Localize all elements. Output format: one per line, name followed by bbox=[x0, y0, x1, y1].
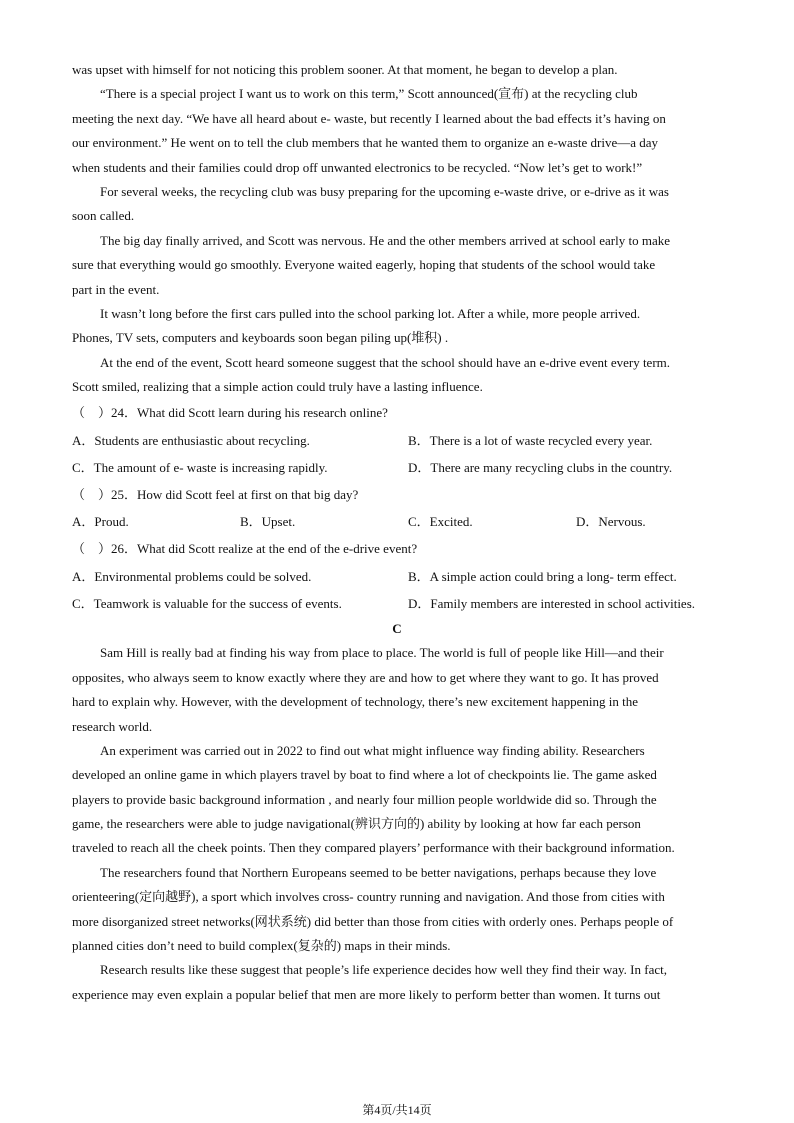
option-b: B．A simple action could bring a long- term effect. bbox=[408, 568, 677, 584]
page-footer: 第4页/共14页 bbox=[362, 1103, 432, 1117]
option-c: C．The amount of e- waste is increasing rapidly. bbox=[72, 459, 328, 475]
paragraph-line: hard to explain why. However, with the development of technology, there’s new excitement happening in the bbox=[72, 694, 639, 710]
paragraph-line: planned cities don’t need to build complex(复杂的) maps in their minds. bbox=[72, 938, 451, 954]
question-24-options bbox=[72, 454, 722, 481]
question-26-stem: （ ）26．What did Scott realize at the end of the e-drive event? bbox=[72, 541, 418, 557]
paragraph-line: opposites, who always seem to know exactly where they are and how to get where they want to go. It has proved bbox=[72, 669, 659, 685]
option-b: B．There is a lot of waste recycled every year. bbox=[408, 432, 653, 448]
paragraph-line: developed an online game in which players travel by boat to find where a lot of checkpoints lie. The game asked bbox=[72, 767, 657, 783]
paragraph-line: players to provide basic background information , and nearly four million people worldwide did so. Through the bbox=[72, 791, 657, 807]
option-a: A．Environmental problems could be solved. bbox=[72, 568, 312, 584]
question-25-stem: （ ）25．How did Scott feel at first on that big day? bbox=[72, 487, 359, 503]
option-b: B．Upset. bbox=[240, 514, 296, 530]
paragraph-line: orienteering(定向越野), a sport which involves cross- country running and navigation. And those from cities with bbox=[72, 889, 665, 905]
paragraph-line: more disorganized street networks(网状系统) did better than those from cities with orderly ones. Perhaps people of bbox=[72, 913, 674, 929]
paragraph-line: soon called. bbox=[72, 208, 135, 224]
option-d: D．Nervous. bbox=[576, 514, 646, 530]
paragraph-line: “There is a special project I want us to work on this term,” Scott announced(宣布) at the recycling club bbox=[100, 86, 638, 102]
section-c-heading: C bbox=[392, 620, 402, 636]
paragraph-line: At the end of the event, Scott heard someone suggest that the school should have an e-drive event every term. bbox=[100, 354, 671, 370]
paragraph-line: our environment.” He went on to tell the club members that he wanted them to organize an e-waste drive—a day bbox=[72, 135, 659, 151]
paragraph-line: The big day finally arrived, and Scott was nervous. He and the other members arrived at school early to make bbox=[100, 232, 671, 248]
question-24-options bbox=[72, 427, 722, 454]
paragraph-line: Phones, TV sets, computers and keyboards soon began piling up(堆积) . bbox=[72, 330, 449, 346]
question-26-options bbox=[72, 563, 722, 590]
paragraph-line: game, the researchers were able to judge navigational(辨识方向的) ability by looking at how far each person bbox=[72, 816, 641, 832]
question-26-options bbox=[72, 590, 722, 617]
paragraph-line: was upset with himself for not noticing this problem sooner. At that moment, he began to develop a plan. bbox=[72, 62, 618, 77]
question-24-stem: （ ）24．What did Scott learn during his research online? bbox=[72, 405, 388, 421]
document-page bbox=[72, 58, 722, 1007]
option-a: A．Proud. bbox=[72, 514, 129, 530]
paragraph-line: It wasn’t long before the first cars pulled into the school parking lot. After a while, more people arrived. bbox=[100, 305, 641, 321]
paragraph-line: research world. bbox=[72, 718, 153, 734]
paragraph-line: Sam Hill is really bad at finding his way from place to place. The world is full of people like Hill—and their bbox=[100, 645, 664, 661]
option-d: D．There are many recycling clubs in the country. bbox=[408, 459, 673, 475]
option-d: D．Family members are interested in school activities. bbox=[408, 595, 696, 611]
paragraph-line: The researchers found that Northern Europeans seemed to be better navigations, perhaps because they love bbox=[100, 864, 657, 880]
paragraph-line: when students and their families could drop off unwanted electronics to be recycled. “Now let’s get to work!” bbox=[72, 159, 643, 175]
paragraph-line: Research results like these suggest that people’s life experience decides how well they find their way. In fact, bbox=[100, 962, 667, 978]
question-25-options bbox=[72, 508, 722, 535]
paragraph-line: For several weeks, the recycling club was busy preparing for the upcoming e-waste drive, or e-drive as it was bbox=[100, 183, 669, 199]
paragraph-line: Scott smiled, realizing that a simple action could truly have a lasting influence. bbox=[72, 379, 483, 395]
paragraph-line: part in the event. bbox=[72, 281, 160, 297]
paragraph-line: An experiment was carried out in 2022 to find out what might influence way finding ability. Researchers bbox=[100, 742, 645, 758]
option-c: C．Teamwork is valuable for the success of events. bbox=[72, 595, 342, 611]
option-c: C．Excited. bbox=[408, 514, 473, 530]
paragraph-line: traveled to reach all the cheek points. Then they compared players’ performance with their background information. bbox=[72, 840, 675, 856]
paragraph-line: meeting the next day. “We have all heard about e- waste, but recently I learned about the bad effects it’s having on bbox=[72, 110, 666, 126]
option-a: A．Students are enthusiastic about recycling. bbox=[72, 432, 310, 448]
paragraph-line: sure that everything would go smoothly. Everyone waited eagerly, hoping that students of the school would take bbox=[72, 257, 656, 273]
paragraph-line: experience may even explain a popular belief that men are more likely to perform better than women. It turns out bbox=[72, 986, 661, 1002]
